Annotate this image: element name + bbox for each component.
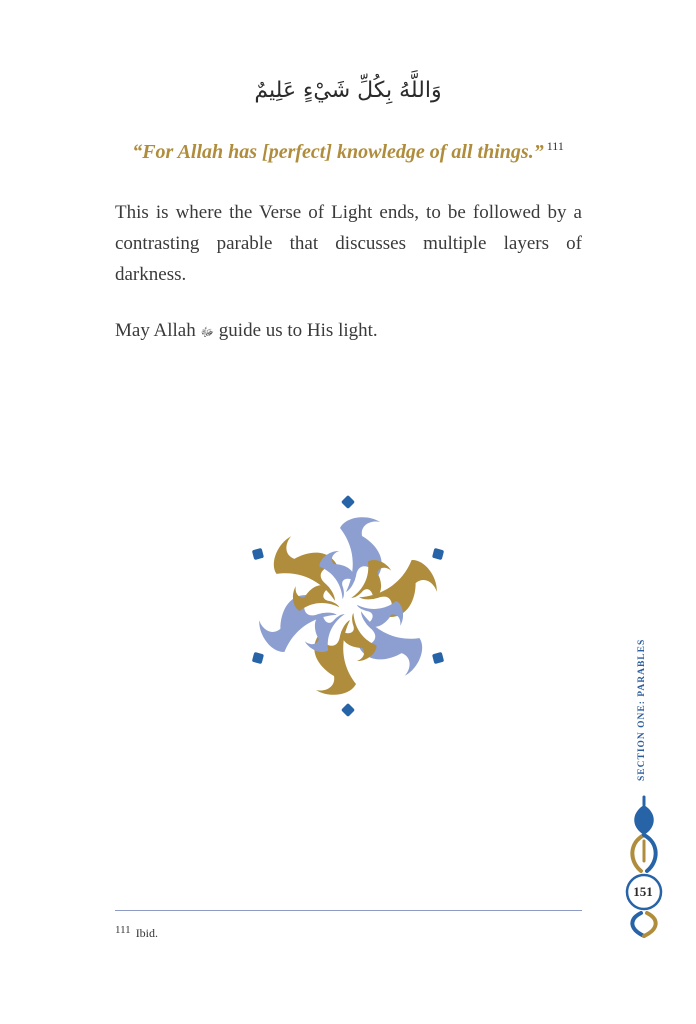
honorific-glyph: ﷻ: [200, 325, 215, 339]
arabesque-rosette-icon: [228, 492, 468, 720]
footnote-text: Ibid.: [135, 926, 159, 940]
footnote-divider: [115, 910, 582, 911]
paragraph2-after: guide us to His light.: [214, 320, 378, 341]
paragraph2-before: May Allah: [115, 320, 201, 341]
section-title: SECTION ONE: PARABLES: [637, 638, 647, 781]
footnote-number: 111: [115, 924, 131, 936]
sidebar-border-ornament-icon: [621, 795, 667, 938]
body-paragraph-1: This is where the Verse of Light ends, to be followed by a contrasting parable that discusses multiple layers of darkness.: [115, 202, 582, 285]
verse-translation: [0, 139, 696, 164]
translation-text: “For Allah has [perfect] knowledge of all things.”: [132, 141, 544, 163]
footnote-reference[interactable]: 111: [546, 139, 564, 153]
arabic-verse: وَاللَّهُ بِكُلِّ شَيْءٍ عَلِيمٌ: [254, 78, 442, 103]
footnote: [115, 924, 158, 941]
page-number: 151: [633, 884, 653, 899]
body-paragraph-2: [115, 315, 582, 348]
